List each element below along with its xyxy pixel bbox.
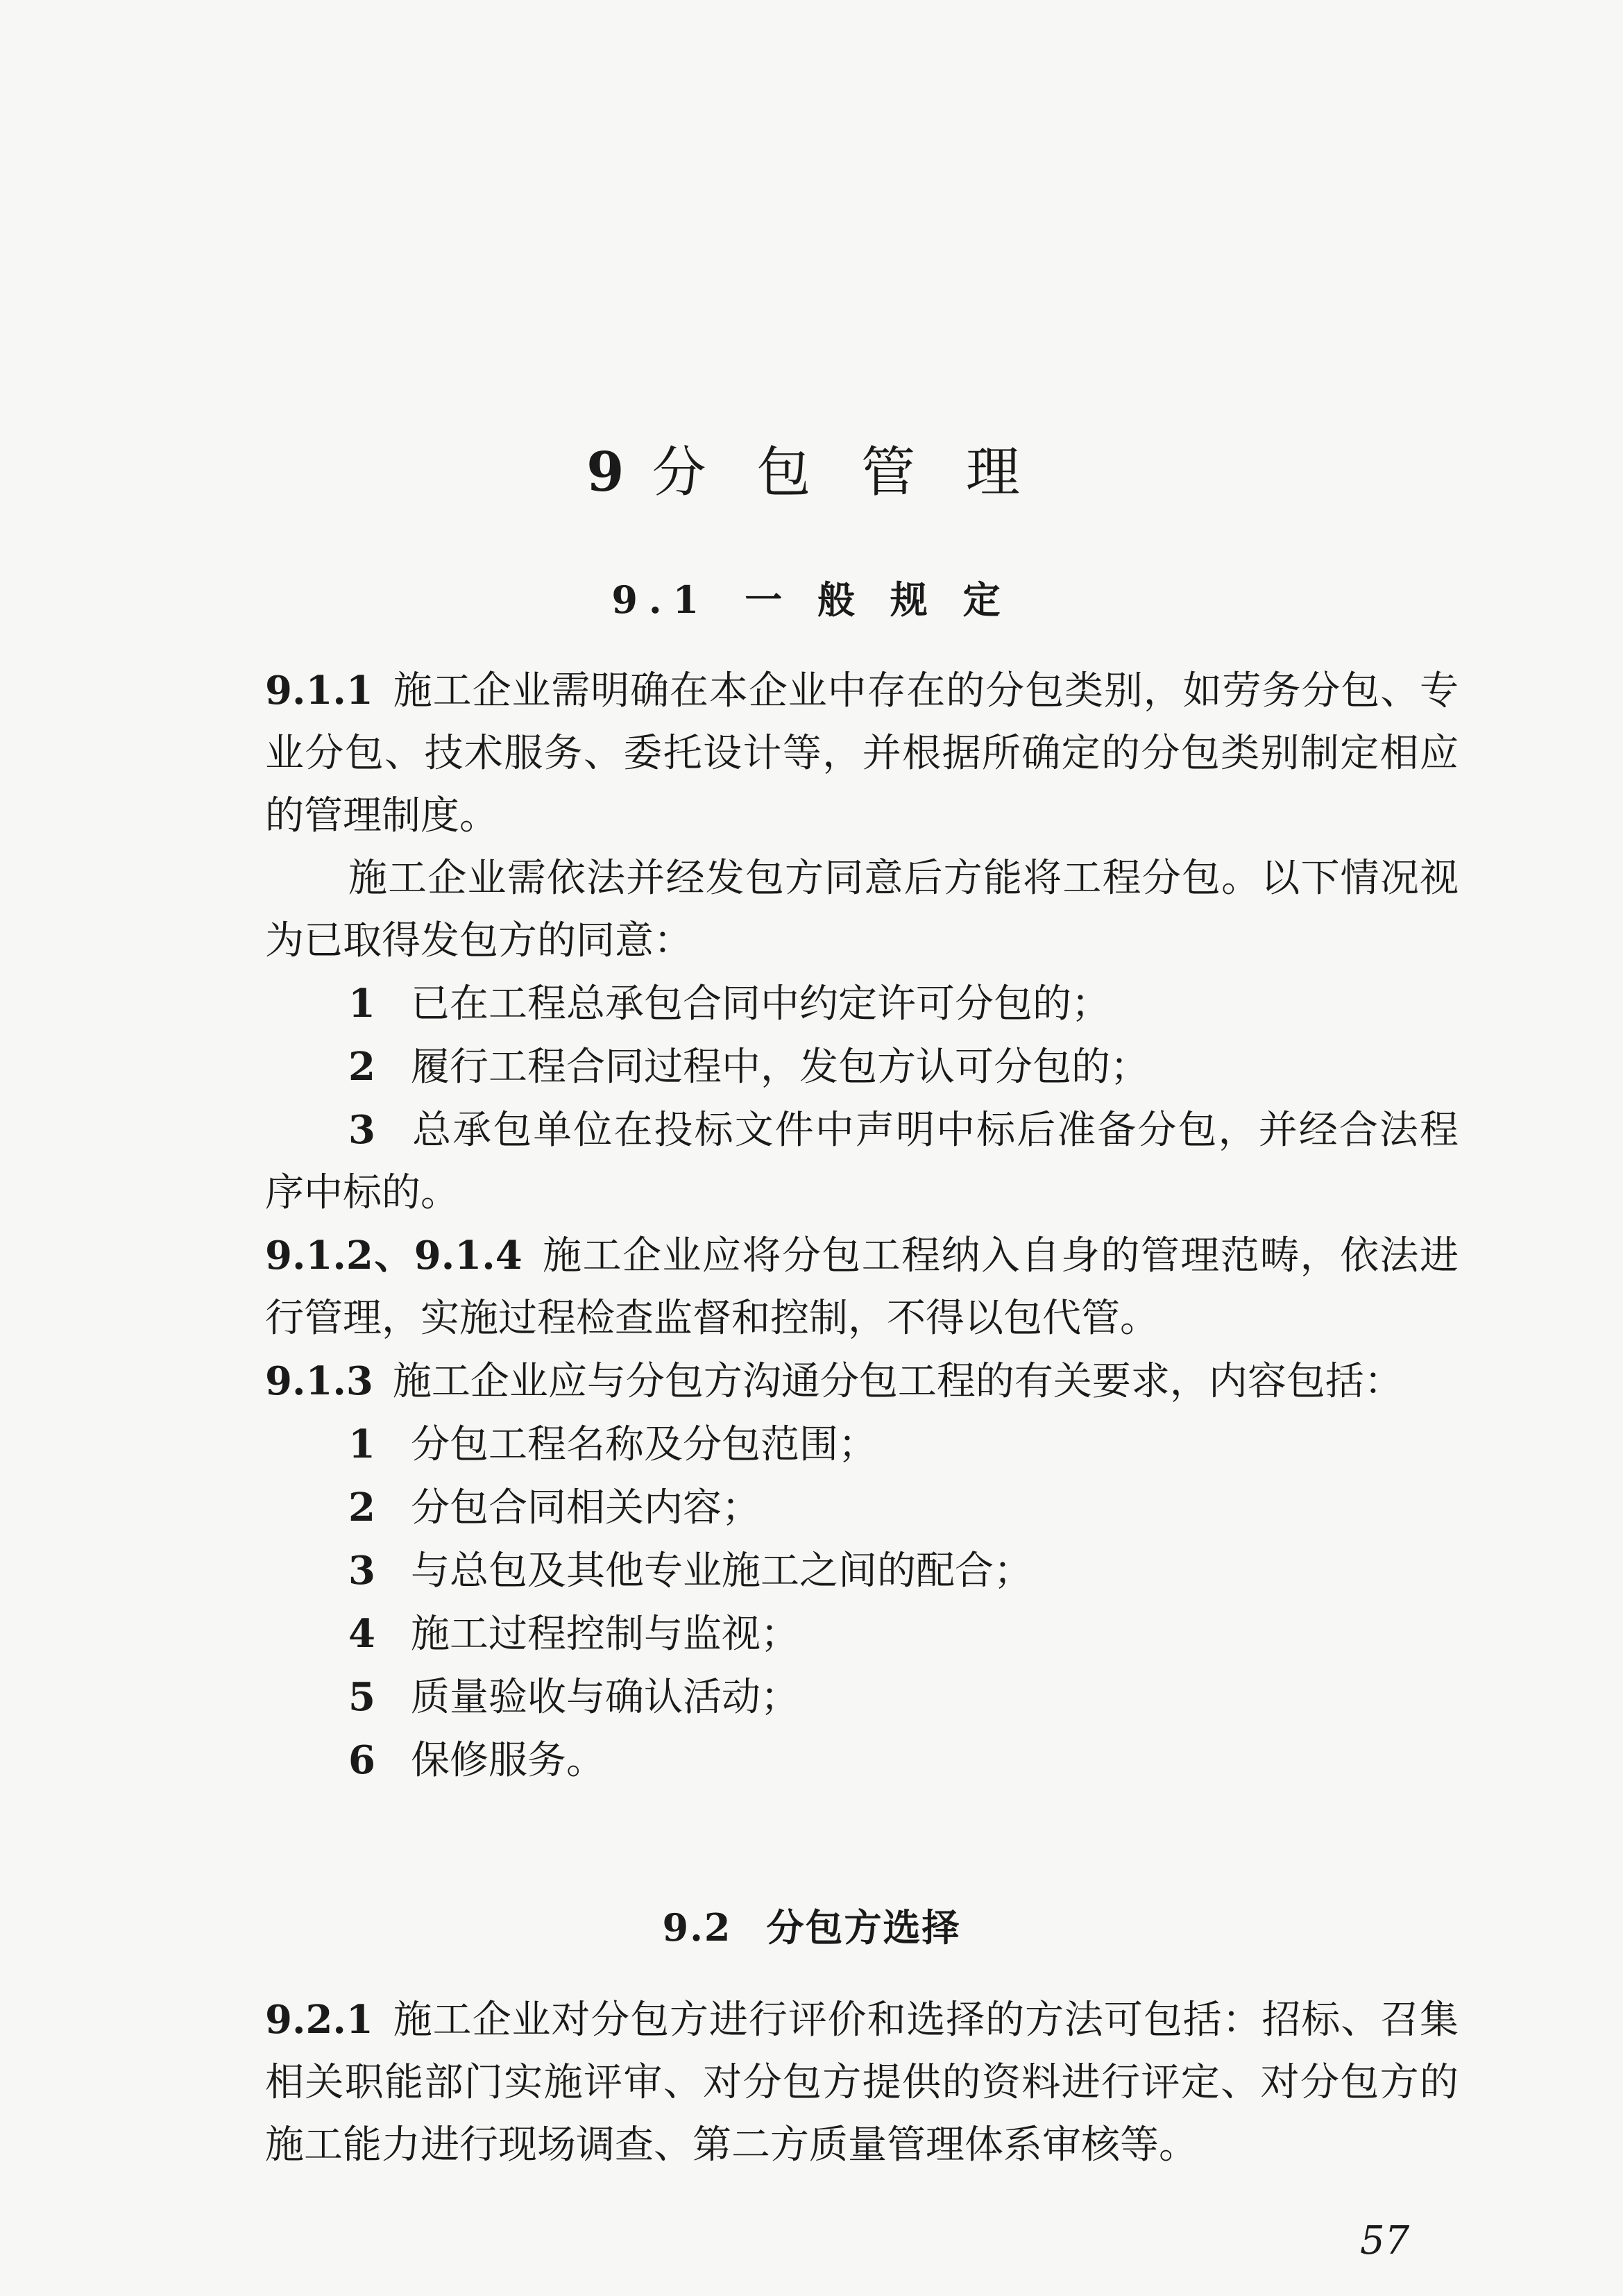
section-title-text: 一 般 规 定 [745, 577, 1012, 622]
section-number: 9.1 [611, 577, 711, 622]
list-item-number: 6 [348, 1737, 375, 1783]
list-item [265, 1476, 1459, 1539]
body-text-9-1 [265, 659, 1459, 1792]
list-item-text: 分包工程名称及分包范围； [411, 1422, 877, 1467]
clause-9-1-2 [265, 1224, 1459, 1350]
list-item [265, 1539, 1459, 1603]
list-item [265, 1729, 1459, 1792]
clause-number: 9.2.1 [265, 1997, 373, 2043]
list-item-text: 总承包单位在投标文件中声明中标后准备分包，并经合法程序中标的。 [265, 1108, 1459, 1215]
list-item [265, 1413, 1459, 1476]
section-number: 9.2 [662, 1905, 732, 1950]
chapter-title [0, 429, 1623, 507]
list-item-number: 3 [348, 1548, 375, 1594]
list-item [265, 1099, 1459, 1224]
clause-text: 施工企业对分包方进行评价和选择的方法可包括：招标、召集相关职能部门实施评审、对分包方提供的资料进行评定、对分包方的施工能力进行现场调查、第二方质量管理体系审核等。 [265, 1998, 1459, 2168]
list-item-number: 2 [348, 1485, 375, 1530]
clause-number: 9.1.2、9.1.4 [265, 1233, 522, 1278]
list-item-number: 1 [348, 1421, 375, 1467]
list-item [265, 1036, 1459, 1099]
section-heading-9-1 [0, 571, 1623, 624]
clause-9-1-1 [265, 659, 1459, 847]
list-item-number: 4 [348, 1611, 375, 1657]
list-item-text: 质量验收与确认活动； [411, 1675, 799, 1720]
clause-9-1-1-paragraph-2: 施工企业需依法并经发包方同意后方能将工程分包。以下情况视为已取得发包方的同意： [265, 856, 1459, 963]
list-item-text: 保修服务。 [411, 1738, 605, 1783]
list-item-number: 1 [348, 981, 375, 1027]
clause-number: 9.1.1 [265, 668, 373, 714]
list-item-text: 履行工程合同过程中，发包方认可分包的； [411, 1045, 1149, 1090]
list-item [265, 972, 1459, 1036]
body-text-9-2 [265, 1989, 1459, 2177]
list-item-text: 已在工程总承包合同中约定许可分包的； [411, 981, 1110, 1027]
list-item-text: 分包合同相关内容； [411, 1485, 760, 1530]
clause-text: 施工企业应与分包方沟通分包工程的有关要求，内容包括： [392, 1359, 1403, 1404]
list-item-text: 施工过程控制与监视； [411, 1612, 799, 1657]
list-item [265, 1666, 1459, 1729]
chapter-number: 9 [586, 441, 624, 504]
clause-9-2-1 [265, 1989, 1459, 2177]
clause-9-1-3 [265, 1350, 1459, 1413]
list-item-number: 3 [348, 1107, 375, 1153]
list-item-text: 与总包及其他专业施工之间的配合； [411, 1548, 1033, 1594]
chapter-title-text: 分 包 管 理 [652, 441, 1037, 504]
list-item-number: 5 [348, 1674, 375, 1720]
section-title-text: 分包方选择 [766, 1905, 961, 1950]
list-item-number: 2 [348, 1044, 375, 1090]
section-heading-9-2 [0, 1898, 1623, 1952]
clause-text: 施工企业应将分包工程纳入自身的管理范畴，依法进行管理，实施过程检查监督和控制，不得以包代管。 [265, 1233, 1459, 1341]
page-number: 57 [1360, 2218, 1410, 2263]
list-item [265, 1603, 1459, 1666]
clause-text: 施工企业需明确在本企业中存在的分包类别，如劳务分包、专业分包、技术服务、委托设计等，并根据所确定的分包类别制定相应的管理制度。 [265, 668, 1459, 838]
clause-number: 9.1.3 [265, 1358, 373, 1404]
